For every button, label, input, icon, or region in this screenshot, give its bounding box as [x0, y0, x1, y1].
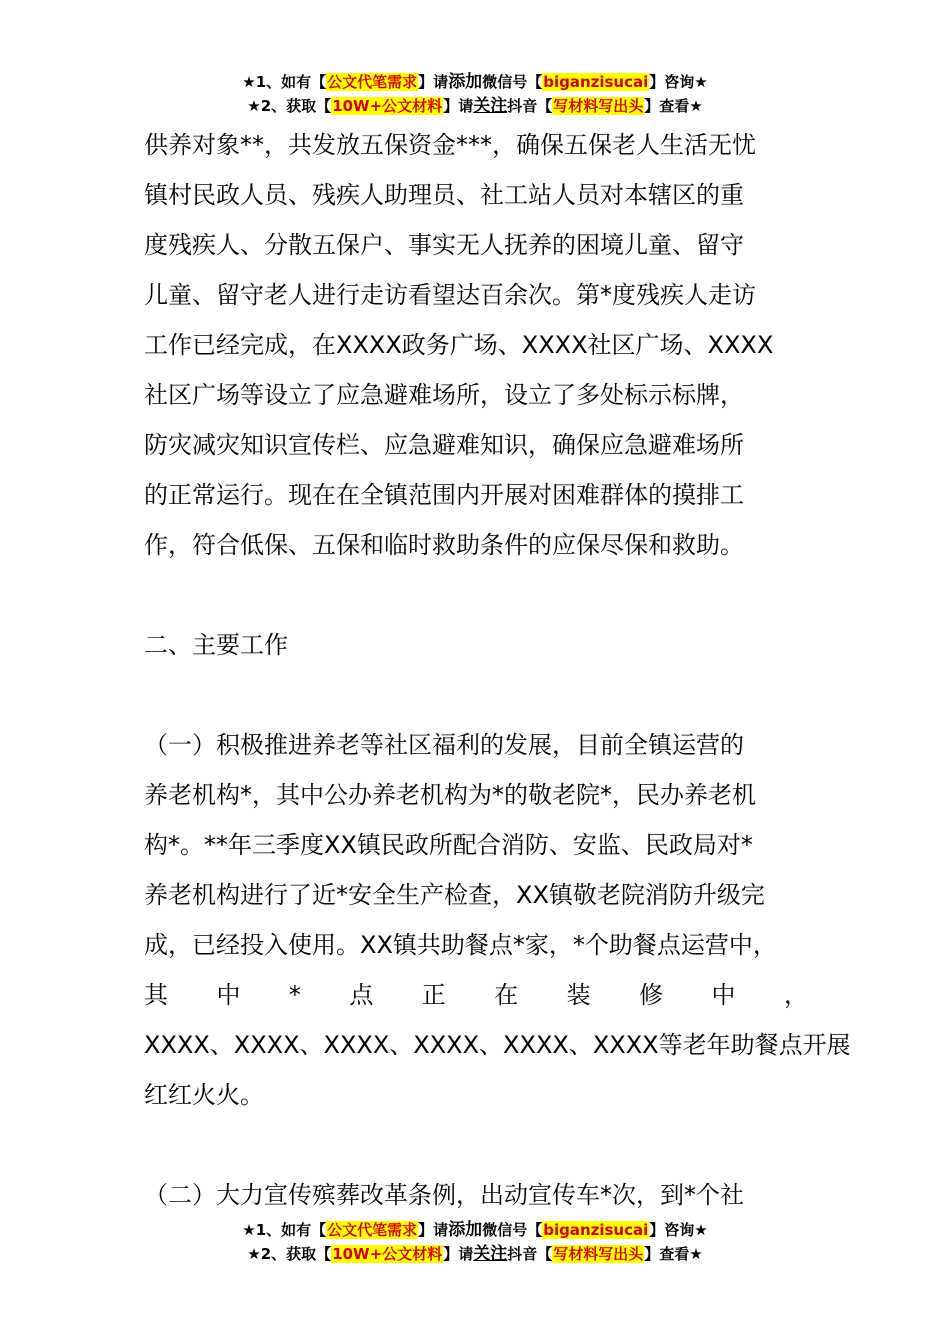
justified-char: 装	[566, 981, 591, 1009]
paragraph-line: 的正常运行。现在在全镇范围内开展对困难群体的摸排工	[144, 481, 744, 509]
justified-line	[144, 970, 808, 1020]
paragraph-line: （一）积极推进养老等社区福利的发展，目前全镇运营的	[144, 731, 744, 759]
banner-highlight: biganzisucai	[543, 73, 649, 91]
paragraph-line: 度残疾人、分散五保户、事实无人抚养的困境儿童、留守	[144, 231, 744, 259]
banner-highlight: 10W+公文材料	[332, 1245, 443, 1263]
paragraph-line: （二）大力宣传殡葬改革条例，出动宣传车*次，到*个社	[144, 1181, 744, 1209]
banner-text: 】咨询★	[649, 1221, 708, 1239]
paragraph-line: 养老机构进行了近*安全生产检查，XX镇敬老院消防升级完	[144, 881, 765, 909]
justified-char: 中	[711, 981, 736, 1009]
banner-text: 】请	[443, 1245, 474, 1263]
banner-emphasis: 添加	[448, 1220, 483, 1240]
paragraph-line: 镇村民政人员、残疾人助理员、社工站人员对本辖区的重	[144, 181, 744, 209]
banner-text: 】咨询★	[649, 73, 708, 91]
justified-char: 中	[216, 981, 241, 1009]
spacer	[144, 570, 808, 620]
banner-text: 微信号【	[482, 73, 543, 91]
paragraph-line: 社区广场等设立了应急避难场所，设立了多处标示标牌，	[144, 381, 744, 409]
header-banner	[0, 70, 950, 118]
banner-highlight: 写材料写出头	[553, 1245, 644, 1263]
banner-highlight: biganzisucai	[543, 1221, 649, 1239]
justified-char: 正	[421, 981, 446, 1009]
spacer	[144, 1120, 808, 1170]
banner-text: ★1、如有【	[242, 1221, 327, 1239]
section-heading: 二、主要工作	[144, 631, 288, 659]
banner-text: 】查看★	[644, 1245, 703, 1263]
footer-banner	[0, 1218, 950, 1266]
banner-line-2	[0, 1242, 950, 1266]
banner-text: ★2、获取【	[247, 1245, 332, 1263]
banner-text: 微信号【	[482, 1221, 543, 1239]
justified-char: ，	[783, 981, 808, 1009]
paragraph-line: 工作已经完成，在XXXX政务广场、XXXX社区广场、XXXX	[144, 331, 774, 359]
banner-line-2	[0, 94, 950, 118]
justified-char: 其	[144, 981, 168, 1009]
banner-text: 】请	[418, 73, 449, 91]
banner-emphasis: 关注	[473, 1244, 508, 1264]
paragraph-line: 成，已经投入使用。XX镇共助餐点*家，*个助餐点运营中，	[144, 931, 777, 959]
banner-highlight: 公文代笔需求	[327, 1221, 418, 1239]
paragraph-line: 防灾减灾知识宣传栏、应急避难知识，确保应急避难场所	[144, 431, 744, 459]
banner-emphasis: 添加	[448, 72, 483, 92]
banner-text: 】请	[418, 1221, 449, 1239]
justified-char: 在	[494, 981, 519, 1009]
paragraph-line: 构*。**年三季度XX镇民政所配合消防、安监、民政局对*	[144, 831, 753, 859]
paragraph-line: 红红火火。	[144, 1081, 264, 1109]
banner-highlight: 10W+公文材料	[332, 97, 443, 115]
banner-text: 抖音【	[507, 97, 553, 115]
paragraph-line: 儿童、留守老人进行走访看望达百余次。第*度残疾人走访	[144, 281, 756, 309]
banner-line-1	[0, 70, 950, 94]
banner-highlight: 公文代笔需求	[327, 73, 418, 91]
banner-text: 】查看★	[644, 97, 703, 115]
banner-highlight: 写材料写出头	[553, 97, 644, 115]
banner-text: ★1、如有【	[242, 73, 327, 91]
banner-text: ★2、获取【	[247, 97, 332, 115]
spacer	[144, 670, 808, 720]
justified-char: 点	[349, 981, 374, 1009]
banner-emphasis: 关注	[473, 96, 508, 116]
justified-char: *	[288, 981, 301, 1009]
paragraph-line: 供养对象**，共发放五保资金***，确保五保老人生活无忧	[144, 131, 756, 159]
paragraph-line: 作，符合低保、五保和临时救助条件的应保尽保和救助。	[144, 531, 744, 559]
banner-text: 】请	[443, 97, 474, 115]
document-body	[144, 120, 851, 1220]
banner-line-1	[0, 1218, 950, 1242]
paragraph-line: XXXX、XXXX、XXXX、XXXX、XXXX、XXXX等老年助餐点开展	[144, 1031, 851, 1059]
paragraph-line: 养老机构*，其中公办养老机构为*的敬老院*，民办养老机	[144, 781, 756, 809]
justified-char: 修	[639, 981, 664, 1009]
banner-text: 抖音【	[507, 1245, 553, 1263]
